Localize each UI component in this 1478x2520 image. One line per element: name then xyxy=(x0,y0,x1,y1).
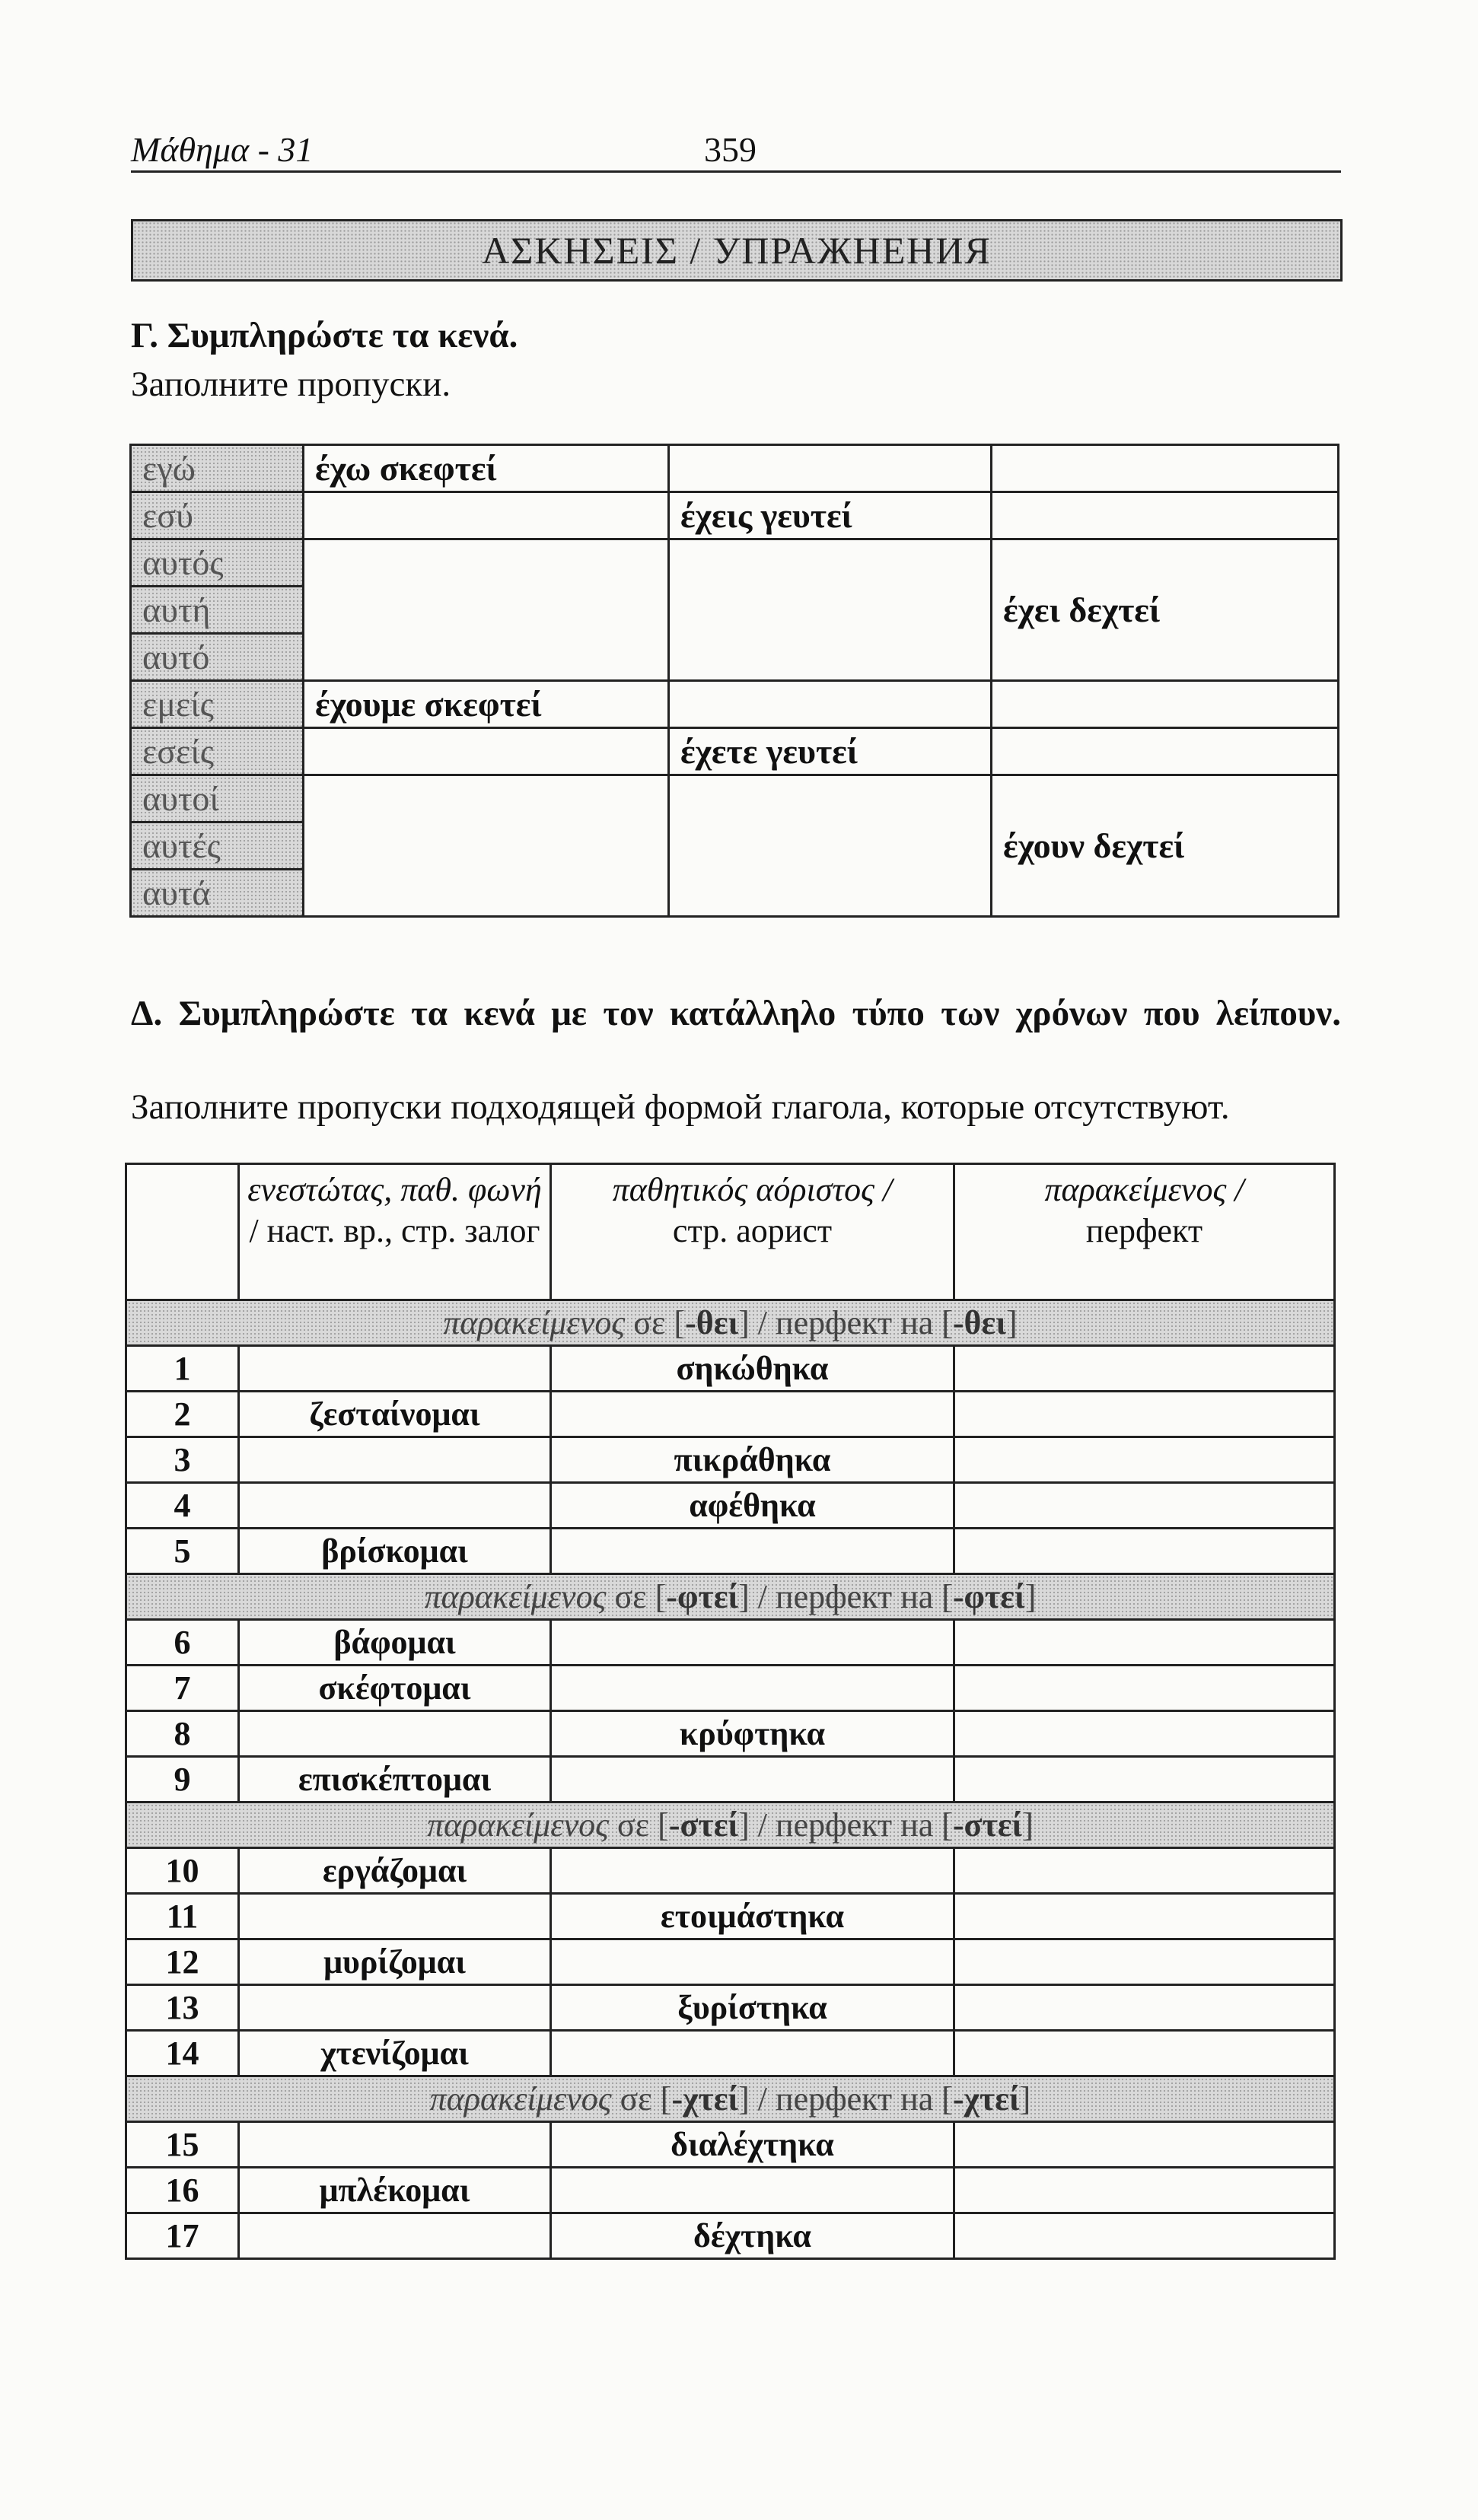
present-cell[interactable]: ζεσταίνομαι xyxy=(239,1392,551,1437)
blank-cell[interactable] xyxy=(992,445,1339,492)
perfect-cell[interactable] xyxy=(954,1985,1335,2031)
pronoun-cell: αυτά xyxy=(131,870,304,917)
row-number: 9 xyxy=(126,1757,239,1803)
row-number: 10 xyxy=(126,1848,239,1894)
row-number: 5 xyxy=(126,1529,239,1574)
present-cell[interactable] xyxy=(239,1437,551,1483)
present-cell[interactable] xyxy=(239,1346,551,1392)
perfect-cell[interactable] xyxy=(954,1757,1335,1803)
perfect-cell[interactable] xyxy=(954,2031,1335,2076)
pronoun-cell: εγώ xyxy=(131,445,304,492)
present-cell[interactable] xyxy=(239,1483,551,1529)
row-number: 12 xyxy=(126,1939,239,1985)
row-number: 14 xyxy=(126,2031,239,2076)
blank-cell[interactable] xyxy=(304,728,669,775)
aorist-cell[interactable]: δέχτηκα xyxy=(551,2213,954,2259)
aorist-cell[interactable]: ετοιμάστηκα xyxy=(551,1894,954,1939)
table-row xyxy=(126,1848,1335,1894)
exercise-d-subtitle: Заполните пропуски подходящей формой глагола, которые отсутствуют. xyxy=(131,1087,1230,1127)
section-header: παρακείμενος σε [-στεί] / перфект на [-στεί] xyxy=(126,1803,1335,1848)
exercise-g-title: Γ. Συμπληρώστε τα κενά. xyxy=(131,316,518,355)
blank-cell[interactable] xyxy=(669,445,992,492)
lesson-label: Μάθημα - 31 xyxy=(131,130,314,169)
present-cell[interactable] xyxy=(239,1711,551,1757)
table-row xyxy=(126,1894,1335,1939)
pronoun-cell: εσείς xyxy=(131,728,304,775)
aorist-cell[interactable]: διαλέχτηκα xyxy=(551,2122,954,2168)
table-row xyxy=(126,2168,1335,2213)
pronoun-cell: αυτοί xyxy=(131,775,304,822)
perfect-cell[interactable] xyxy=(954,2122,1335,2168)
table-row xyxy=(126,1666,1335,1711)
table-row xyxy=(126,1437,1335,1483)
blank-cell[interactable] xyxy=(304,539,669,681)
aorist-cell[interactable]: αφέθηκα xyxy=(551,1483,954,1529)
row-number: 1 xyxy=(126,1346,239,1392)
row-number: 17 xyxy=(126,2213,239,2259)
row-number: 15 xyxy=(126,2122,239,2168)
row-number: 2 xyxy=(126,1392,239,1437)
header-corner xyxy=(126,1164,239,1300)
answer-cell[interactable]: έχω σκεφτεί xyxy=(304,445,669,492)
answer-cell[interactable]: έχουν δεχτεί xyxy=(992,775,1339,917)
aorist-cell[interactable]: σηκώθηκα xyxy=(551,1346,954,1392)
row-number: 16 xyxy=(126,2168,239,2213)
tense-table xyxy=(125,1163,1336,2260)
blank-cell[interactable] xyxy=(669,539,992,681)
table-row xyxy=(126,1529,1335,1574)
aorist-cell[interactable] xyxy=(551,2031,954,2076)
aorist-cell[interactable] xyxy=(551,1392,954,1437)
section-header: παρακείμενος σε [-χτεί] / перфект на [-χτεί] xyxy=(126,2076,1335,2122)
aorist-cell[interactable]: κρύφτηκα xyxy=(551,1711,954,1757)
table-row xyxy=(126,1620,1335,1666)
header-present: ενεστώτας, παθ. φωνή / наст. вр., стр. залог xyxy=(239,1164,551,1300)
present-cell[interactable]: επισκέπτομαι xyxy=(239,1757,551,1803)
perfect-cell[interactable] xyxy=(954,1529,1335,1574)
aorist-cell[interactable] xyxy=(551,2168,954,2213)
table-row xyxy=(126,2031,1335,2076)
perfect-cell[interactable] xyxy=(954,1392,1335,1437)
table-row xyxy=(126,1483,1335,1529)
answer-cell[interactable]: έχουμε σκεφτεί xyxy=(304,681,669,728)
row-number: 13 xyxy=(126,1985,239,2031)
answer-cell[interactable]: έχει δεχτεί xyxy=(992,539,1339,681)
aorist-cell[interactable] xyxy=(551,1848,954,1894)
pronoun-cell: αυτός xyxy=(131,539,304,587)
perfect-cell[interactable] xyxy=(954,1346,1335,1392)
exercise-d-title: Δ. Συμπληρώστε τα κενά με τον κατάλληλο τύπο των χρόνων που λείπουν. xyxy=(131,994,1341,1033)
pronoun-cell: αυτή xyxy=(131,587,304,634)
pronoun-cell: αυτό xyxy=(131,634,304,681)
present-cell[interactable] xyxy=(239,1985,551,2031)
aorist-cell[interactable]: πικράθηκα xyxy=(551,1437,954,1483)
present-cell[interactable]: εργάζομαι xyxy=(239,1848,551,1894)
row-number: 6 xyxy=(126,1620,239,1666)
perfect-cell[interactable] xyxy=(954,2213,1335,2259)
header-aorist: παθητικός αόριστος / стр. аорист xyxy=(551,1164,954,1300)
table-row xyxy=(126,1939,1335,1985)
perfect-cell[interactable] xyxy=(954,1666,1335,1711)
header-perfect: παρακείμενος / перфект xyxy=(954,1164,1335,1300)
page-number: 359 xyxy=(704,130,757,169)
blank-cell[interactable] xyxy=(304,492,669,539)
present-cell[interactable] xyxy=(239,1894,551,1939)
perfect-cell[interactable] xyxy=(954,1848,1335,1894)
pronoun-cell: εμείς xyxy=(131,681,304,728)
header-rule xyxy=(131,170,1341,173)
row-number: 8 xyxy=(126,1711,239,1757)
present-cell[interactable] xyxy=(239,2122,551,2168)
present-cell[interactable]: σκέφτομαι xyxy=(239,1666,551,1711)
perfect-cell[interactable] xyxy=(954,1711,1335,1757)
aorist-cell[interactable] xyxy=(551,1529,954,1574)
section-header: παρακείμενος σε [-θει] / перфект на [-θει] xyxy=(126,1300,1335,1346)
perfect-cell[interactable] xyxy=(954,1894,1335,1939)
exercise-g-subtitle: Заполните пропуски. xyxy=(131,364,451,404)
table-row xyxy=(126,1711,1335,1757)
section-header: παρακείμενος σε [-φτεί] / перфект на [-φτεί] xyxy=(126,1574,1335,1620)
table-row xyxy=(126,1392,1335,1437)
answer-cell[interactable]: έχετε γευτεί xyxy=(669,728,992,775)
pronoun-cell: αυτές xyxy=(131,822,304,870)
perfect-cell[interactable] xyxy=(954,1483,1335,1529)
table-row xyxy=(126,1757,1335,1803)
aorist-cell[interactable]: ξυρίστηκα xyxy=(551,1985,954,2031)
blank-cell[interactable] xyxy=(669,681,992,728)
table-row xyxy=(126,2213,1335,2259)
present-cell[interactable]: βάφομαι xyxy=(239,1620,551,1666)
blank-cell[interactable] xyxy=(992,728,1339,775)
row-number: 7 xyxy=(126,1666,239,1711)
row-number: 11 xyxy=(126,1894,239,1939)
present-cell[interactable]: βρίσκομαι xyxy=(239,1529,551,1574)
answer-cell[interactable]: έχεις γευτεί xyxy=(669,492,992,539)
blank-cell[interactable] xyxy=(669,775,992,917)
table-row xyxy=(126,2122,1335,2168)
perfect-cell[interactable] xyxy=(954,1620,1335,1666)
pronoun-cell: εσύ xyxy=(131,492,304,539)
conjugation-table xyxy=(129,444,1339,918)
perfect-cell[interactable] xyxy=(954,2168,1335,2213)
blank-cell[interactable] xyxy=(992,681,1339,728)
aorist-cell[interactable] xyxy=(551,1939,954,1985)
row-number: 3 xyxy=(126,1437,239,1483)
blank-cell[interactable] xyxy=(304,775,669,917)
aorist-cell[interactable] xyxy=(551,1620,954,1666)
present-cell[interactable] xyxy=(239,2213,551,2259)
exercises-banner: ΑΣΚΗΣΕΙΣ / УПРАЖНЕНИЯ xyxy=(131,219,1343,282)
blank-cell[interactable] xyxy=(992,492,1339,539)
perfect-cell[interactable] xyxy=(954,1437,1335,1483)
aorist-cell[interactable] xyxy=(551,1666,954,1711)
present-cell[interactable]: χτενίζομαι xyxy=(239,2031,551,2076)
row-number: 4 xyxy=(126,1483,239,1529)
present-cell[interactable]: μπλέκομαι xyxy=(239,2168,551,2213)
table-row xyxy=(126,1346,1335,1392)
present-cell[interactable]: μυρίζομαι xyxy=(239,1939,551,1985)
table-row xyxy=(126,1985,1335,2031)
aorist-cell[interactable] xyxy=(551,1757,954,1803)
perfect-cell[interactable] xyxy=(954,1939,1335,1985)
